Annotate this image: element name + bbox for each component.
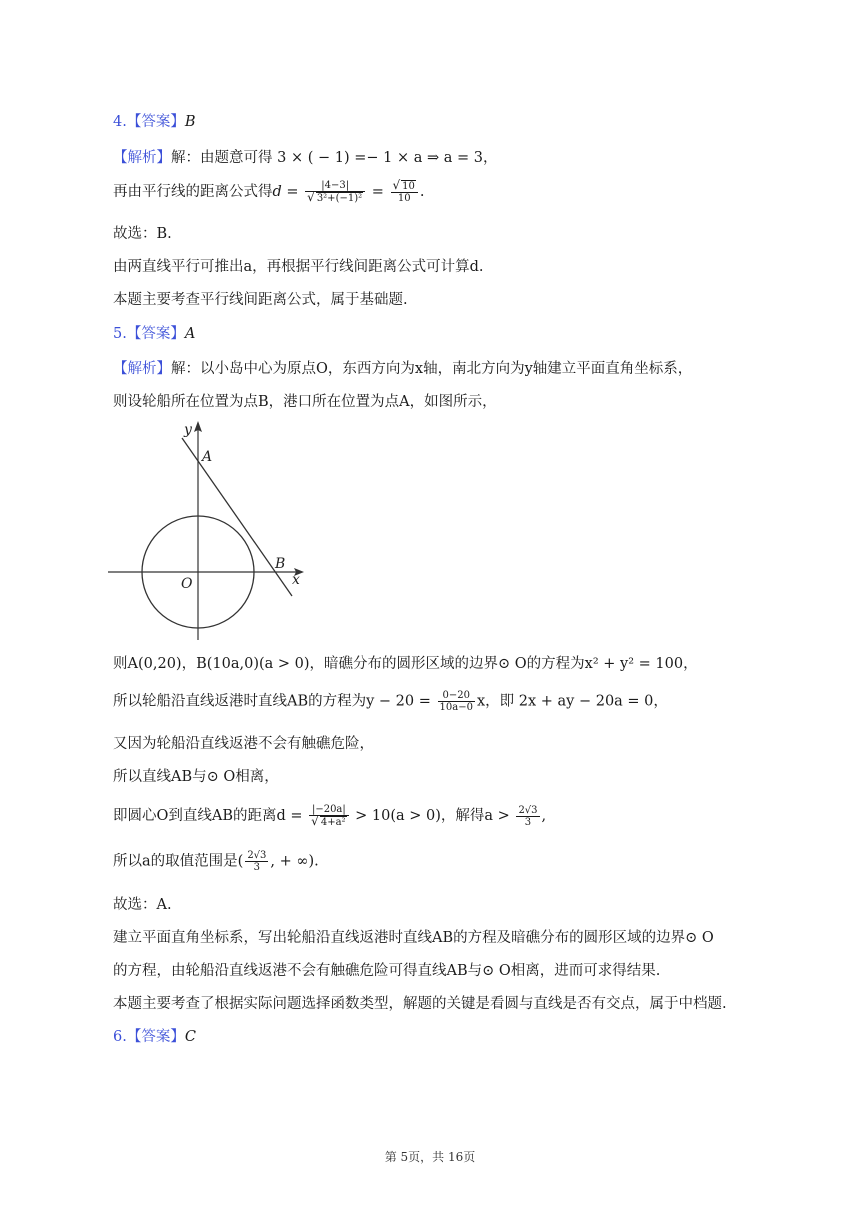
- q5-analysis-tag: 【解析】: [113, 361, 171, 377]
- q5-line9: 故选：A.: [113, 897, 172, 913]
- q4-analysis-tag: 【解析】: [113, 150, 171, 166]
- q4-line2-d: d =: [272, 184, 299, 200]
- q4-number: 4.: [113, 114, 127, 130]
- q5-distance-denominator: √ 4+a²: [309, 815, 348, 828]
- q4-distance-fraction: [305, 180, 365, 204]
- q5-line8-prefix: 所以a的取值范围是(: [113, 853, 244, 870]
- point-b-label: B: [275, 556, 286, 572]
- q5-line10: 建立平面直角坐标系，写出轮船沿直线返港时直线AB的方程及暗礁分布的圆形区域的边界⊙ O: [113, 930, 714, 946]
- q5-bound-fraction: [516, 805, 539, 828]
- q4-frac-numerator: |4−3|: [321, 180, 350, 191]
- q5-line7-mid: > 10(a > 0)，解得a >: [355, 808, 510, 824]
- q4-answer-line: [113, 112, 196, 132]
- q4-line3: 故选：B.: [113, 226, 172, 242]
- q5-analysis-line1: [113, 359, 692, 379]
- q5-range-denominator: 3: [245, 861, 268, 873]
- q4-line2-prefix: 再由平行线的距离公式得: [113, 184, 273, 200]
- q5-slope-fraction: [438, 690, 475, 713]
- q4-frac2-numerator: √ 10: [392, 178, 415, 192]
- q5-range-numerator: 2√3: [247, 850, 267, 861]
- q5-bound-numerator: 2√3: [518, 804, 538, 816]
- q6-answer-line: [113, 1027, 196, 1047]
- q4-line4: 由两直线平行可推出a，再根据平行线间距离公式可计算d.: [113, 259, 484, 275]
- q6-answer: C: [184, 1029, 196, 1045]
- q4-analysis-line1: [113, 148, 497, 168]
- q5-line4-prefix: 所以轮船沿直线返港时直线AB的方程为y − 20 =: [113, 693, 431, 710]
- q5-line7-prefix: 即圆心O到直线AB的距离d =: [113, 808, 303, 824]
- q5-line7-end: ,: [541, 808, 547, 824]
- coordinate-figure: [108, 418, 308, 646]
- q5-line3: 则A(0,20)，B(10a,0)(a > 0)，暗礁分布的圆形区域的边界⊙ O的方程为x² + y² = 100，: [113, 656, 698, 672]
- q4-answer: B: [184, 114, 196, 130]
- q4-result-fraction: [391, 180, 418, 204]
- q4-line5: 本题主要考查平行线间距离公式，属于基础题.: [113, 292, 408, 308]
- q6-answer-tag: 【答案】: [126, 1029, 185, 1045]
- point-a-label: A: [202, 449, 213, 465]
- q5-answer-tag: 【答案】: [126, 326, 185, 342]
- q5-answer-line: [113, 324, 195, 344]
- q5-bound-denominator: 3: [516, 816, 539, 828]
- x-axis-label: x: [292, 572, 300, 588]
- q5-analysis-line7: [113, 804, 546, 828]
- q4-line2-end: .: [419, 184, 425, 200]
- q4-analysis-line2: [113, 180, 425, 204]
- q5-distance-numerator: |−20a|: [311, 804, 346, 815]
- origin-label: O: [181, 576, 193, 592]
- q6-number: 6.: [113, 1029, 127, 1045]
- q4-frac2-denominator: 10: [391, 192, 418, 204]
- q4-answer-tag: 【答案】: [126, 114, 185, 130]
- q5-slope-denominator: 10a−0: [439, 702, 473, 713]
- q5-answer: A: [184, 326, 196, 342]
- q5-line11: 的方程，由轮船沿直线返港不会有触礁危险可得直线AB与⊙ O相离，进而可求得结果.: [113, 963, 661, 979]
- q5-line2: 则设轮船所在位置为点B，港口所在位置为点A，如图所示，: [113, 394, 497, 410]
- q5-line1: 解：以小岛中心为原点O，东西方向为x轴，南北方向为y轴建立平面直角坐标系，: [171, 361, 693, 377]
- q4-line2-eq: =: [371, 184, 384, 200]
- q5-line6: 所以直线AB与⊙ O相离，: [113, 769, 279, 785]
- q5-line4-suffix: x，即 2x + ay − 20a = 0，: [476, 693, 668, 710]
- q5-slope-numerator: 0−20: [442, 690, 470, 701]
- q5-analysis-line4: [113, 690, 668, 713]
- q4-line1: 解：由题意可得 3 × ( − 1) =− 1 × a ⇒ a = 3，: [171, 150, 498, 166]
- page-footer: 第 5页，共 16页: [384, 1150, 476, 1164]
- q5-distance-fraction: [309, 804, 348, 828]
- q5-range-fraction: [245, 850, 268, 873]
- q5-analysis-line8: [113, 850, 319, 873]
- q5-line8-suffix: , + ∞).: [270, 853, 319, 870]
- q5-line5: 又因为轮船沿直线返港不会有触礁危险，: [113, 736, 374, 752]
- q4-frac-denominator: √ 3²+(−1)²: [305, 191, 365, 204]
- q5-number: 5.: [113, 326, 127, 342]
- q5-line12: 本题主要考查了根据实际问题选择函数类型，解题的关键是看圆与直线是否有交点，属于中档题.: [113, 996, 727, 1012]
- y-axis-label: y: [184, 422, 192, 438]
